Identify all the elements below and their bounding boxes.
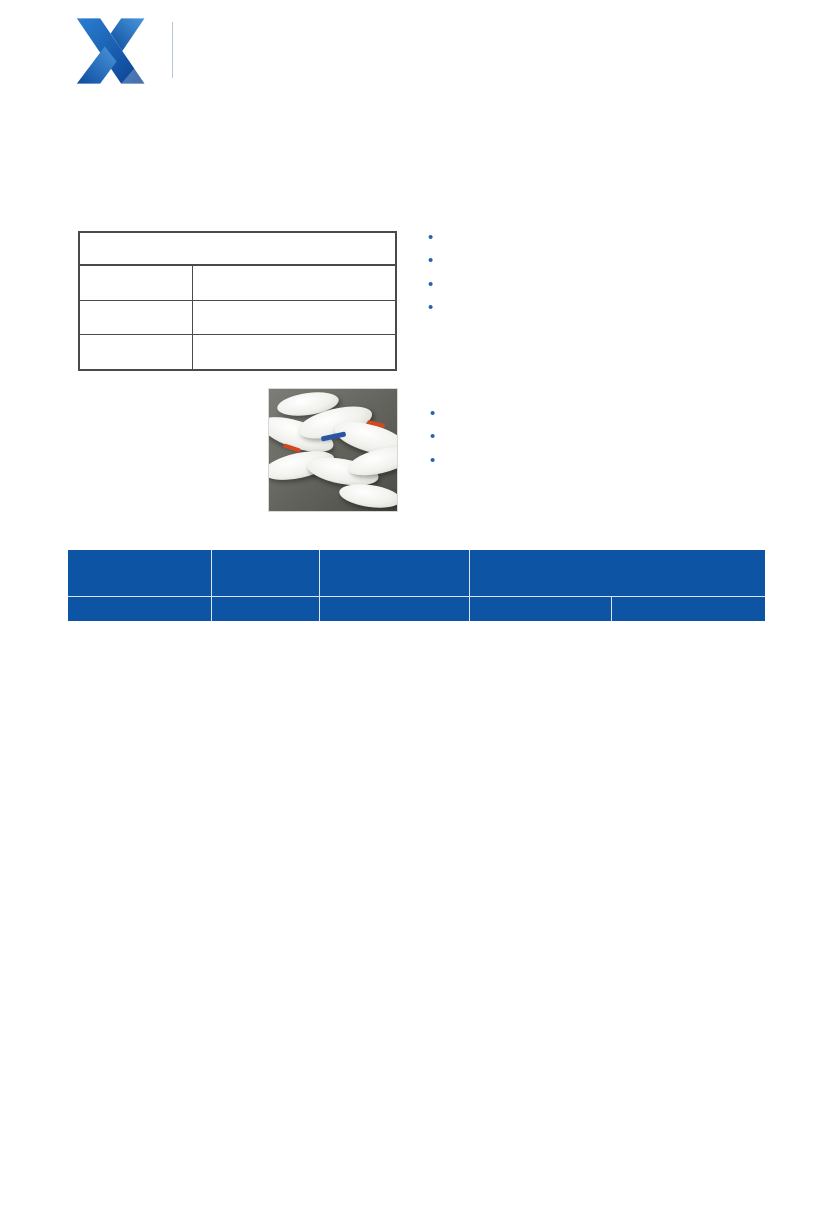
col-mbl xyxy=(470,550,765,596)
rope-type-row xyxy=(80,266,395,300)
unit-ktex xyxy=(320,597,470,621)
characteristic-item: • xyxy=(430,405,436,422)
rope-type-row xyxy=(80,334,395,369)
rope-type-table xyxy=(78,231,397,371)
spec-table-header xyxy=(68,550,765,596)
spec-item: • xyxy=(428,275,434,293)
col-linear-density xyxy=(320,550,470,596)
rope-type-title xyxy=(80,233,395,266)
rope-type-label xyxy=(80,301,193,335)
unit-kn xyxy=(612,597,765,621)
legend-worked-rope xyxy=(89,378,99,381)
unit-tons xyxy=(470,597,612,621)
spec-item: • xyxy=(428,298,434,316)
spec-item: • xyxy=(428,229,434,246)
material-specs xyxy=(428,228,773,321)
header-divider xyxy=(172,22,173,78)
rope-type-label xyxy=(80,335,193,369)
characteristic-item: • xyxy=(430,428,436,446)
col-circ xyxy=(212,550,320,596)
chart-header xyxy=(78,372,272,387)
spec-table xyxy=(68,550,765,621)
spec-item: • xyxy=(428,252,434,270)
spec-table-units xyxy=(68,596,765,621)
unit-ins xyxy=(212,597,320,621)
brand-logo xyxy=(70,16,170,86)
load-extension-chart xyxy=(56,372,272,538)
characteristic-item: • xyxy=(430,451,436,469)
legend-new-rope xyxy=(102,378,112,381)
chart-plot xyxy=(56,387,272,533)
page-header xyxy=(60,14,770,90)
col-dia xyxy=(68,550,212,596)
rope-photo xyxy=(268,388,398,512)
rope-type-label xyxy=(80,266,193,300)
unit-mm xyxy=(68,597,212,621)
logo-x-icon xyxy=(70,16,156,86)
characteristics-list xyxy=(430,404,770,474)
rope-type-row xyxy=(80,300,395,335)
